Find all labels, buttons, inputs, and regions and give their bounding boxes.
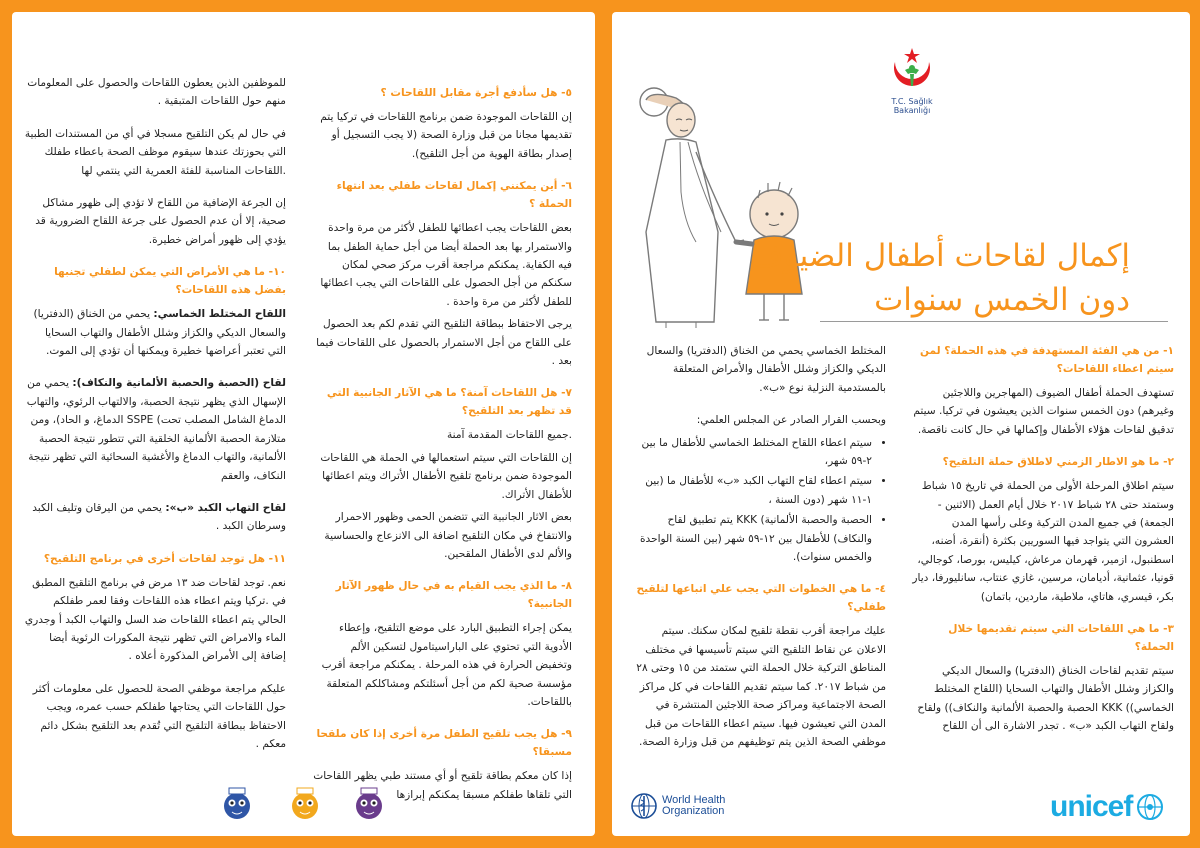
who-logo [630, 792, 725, 820]
answer-2: سيتم اطلاق المرحلة الأولى من الحملة في تاريخ ١٥ شباط وستمتد حتى ٢٨ شباط ٢٠١٧ خلال أيام العمل (الاثنين - الجمعة) في جميع المدن التركية وعلى رأسها المدن العشرون التي يتواجد فيها السوريين بكثرة (أنقرة، أضنه، اسطنبول، ازمير، قهرمان مرعاش، كيليس، بورصا، كوجالي، قونيا، عثمانية، أديامان، مرسين، غازي عنتاب، سانليورفا، ديار بكر، قيسري، هاتاي، ملاطية، ماردين، باتمان) [912, 480, 1174, 603]
vaccine-name: لقاح (الحصبة والحصبة الألمانية والنكاف): [72, 377, 286, 390]
mascot-icon [288, 782, 322, 822]
brochure-front-panel [612, 12, 1190, 836]
title-line-1: إكمال لقاحات أطفال الضيوف [751, 238, 1130, 274]
who-emblem-icon [630, 792, 658, 820]
answer-4: عليك مراجعة أقرب نقطة تلقيح لمكان سكنك. سيتم الاعلان عن نقاط التلقيح التي سيتم تأسيسها في مختلف المناطق التركية خلال الحملة التي ستمتد من ١٥ وحتى ٢٨ من شباط ٢٠١٧. كما سيتم تقديم اللقاحات في كل مراكز الصحة الاجتماعية ومراكز صحة اللاجئين المنتشرة في المدن التي تعيشون فيها. سيتم اعطاء اللقاحات من قبل موظفي الصحة الذين يتم توظيفهم من قبل وزارة الصحة. [636, 625, 886, 748]
list-item: • الحصبة والحصبة الألمانية) KKK يتم تطبيق لقاح والنكاف) للأطفال بين ١٢-٥٩ شهر (بين السنة الواحدة والخمس سنوات). [636, 511, 872, 566]
unicef-emblem-icon [1136, 793, 1164, 821]
vaccine-hepb [24, 499, 286, 536]
who-name-line-2: Organization [662, 805, 725, 817]
vaccine-text: يحمي من اليرقان وتليف الكبد وسرطان الكبد . [32, 501, 286, 533]
question-9: ٩- هل يجب تلقيح الطفل مرة أخرى إذا كان ملقحا مسبقا؟ [316, 728, 572, 759]
answer-5: إن اللقاحات الموجودة ضمن برنامج اللقاحات في تركيا يتم تقديمها مجانا من قبل وزارة الصحة (لا يجب التسجيل أو إصدار بطاقة الهوية من أجل التلقيح). [320, 111, 572, 160]
question-1: ١- من هي الفئة المستهدفة في هذه الحملة؟ لمن سيتم اعطاء اللقاحات؟ [919, 345, 1174, 375]
mascot-icon [352, 782, 386, 822]
answer-9: إذا كان معكم بطاقة تلقيح أو أي مستند طبي يظهر اللقاحات التي تلقاها طفلكم مسبقا يمكنكم إبرازها [313, 770, 572, 801]
question-2: ٢- ما هو الاطار الزمني لاطلاق حملة التلقيح؟ [942, 456, 1174, 469]
divider [820, 321, 1168, 322]
mascot-icon [220, 782, 254, 822]
question-4: ٤- ما هي الخطوات التي يجب علي اتباعها لتلقيح طفلي؟ [636, 583, 886, 614]
question-8: ٨- ما الذي يجب القيام به في حال ظهور الآثار الجانبية؟ [335, 580, 572, 611]
question-6: ٦- أين يمكنني إكمال لقاحات طفلي بعد انتهاء الحملة ؟ [336, 180, 572, 211]
vaccine-text: يحمي من الإسهال الذي يظهر نتيجة الحصبة، والالتهاب الرئوي، والتهاب الدماغ الشامل المصلب تحت) SSPE الدماغ، و الحاد)، ومن متلازمة الحصبة الألمانية الخلقية التي تتطور نتيجة الحصبة الألمانية، والتهاب الدماغ والأغشية السحائية التي تظهر نتيجة النكاف، والعقم [26, 377, 286, 482]
dose-list [636, 434, 886, 567]
ministry-emblem-icon [887, 46, 937, 92]
ministry-logo [874, 46, 950, 115]
paragraph: المختلط الخماسي يحمي من الخناق (الدفتريا) والسعال الديكي والكزاز وشلل الأطفال والأمراض المتعلقة بالمستدمية النزلية نوع «ب». [646, 345, 886, 394]
front-column-left [636, 342, 886, 765]
vaccine-name: لقاح التهاب الكبد «ب»: [165, 501, 286, 514]
question-11: ١١- هل توجد لقاحات أخرى في برنامج التلقيح؟ [43, 552, 286, 565]
answer-1: تستهدف الحملة أطفال الضيوف (المهاجرين واللاجئين وغيرهم) دون الخمس سنوات الذين يعيشون في تركيا. سيتم تدقيق لقاحات هؤلاء الأطفال وإكمالها في حال كانت ناقصة. [913, 387, 1174, 436]
vaccine-text: يحمي من الخناق (الدفتريا) والسعال الديكي والكزاز وشلل الأطفال والتهاب السحايا التي تعتبر أعراضها خطيرة ويمكنها أن تؤدي إلى الموت. [33, 308, 286, 358]
answer-6: بعض اللقاحات يجب اعطائها للطفل لأكثر من مرة واحدة والاستمرار بها بعد الحملة أيضا من أجل حماية الطفل بما فيه الكفاية. يمكنكم مراجعة أقرب مركز صحي لمكان سكنكم من أجل الحصول على اللقاحات التي يجب اعطائها للطفل لأكثر من مرة واحدة . [320, 222, 572, 308]
page-title [751, 234, 1130, 322]
back-column-right [312, 84, 572, 818]
list-item: • سيتم اعطاء لقاح التهاب الكبد «ب» للأطفال ما (بين ١-١١ شهر (دون السنة ، [636, 472, 872, 509]
question-7: ٧- هل اللقاحات آمنة؟ ما هي الآثار الجانبية التي قد تظهر بعد التلقيح؟ [326, 387, 572, 418]
paragraph: للموظفين الذين يعطون اللقاحات والحصول على المعلومات منهم حول اللقاحات المتبقية . [27, 77, 286, 108]
paragraph: إن الجرعة الإضافية من اللقاح لا تؤدي إلى ظهور مشاكل صحية، إلا أن عدم الحصول على جرعة اللقاح الضرورية قد يؤدي إلى ظهور أمراض خطيرة. [35, 197, 286, 246]
answer-3: سيتم تقديم لقاحات الخناق (الدفتريا) والسعال الديكي والكزاز وشلل الأطفال والتهاب السحايا (اللقاح المختلط الخماسي)) KKK الحصبة والحصبة الألمانية والنكاف)) ولقاح ولقاح التهاب الكبد «ب» . تجدر الاشارة الى أن اللقاح [917, 665, 1174, 733]
answer-7: .جميع اللقاحات المقدمة آمنة [446, 429, 572, 442]
answer-6-extra: يرجى الاحتفاظ ببطاقة التلقيح التي تقدم لكم بعد الحصول على اللقاح من أجل الاستمرار بالحصول على اللقاحات فيما بعد . [316, 318, 572, 368]
question-5: ٥- هل سأدفع أجرة مقابل اللقاحات ؟ [380, 87, 572, 99]
answer-8: يمكن إجراء التطبيق البارد على موضع التلقيح، وإعطاء الأدوية التي تحتوي على الباراسيتامول لتسكين الألم وتخفيض الحرارة في هذه المرحلة . يمكنكم مراجعة أقرب مؤسسة صحية لكم من أجل أسئلتكم ومشاكلكم المتعلقة باللقاحات. [321, 622, 572, 708]
ministry-name: T.C. Sağlık Bakanlığı [891, 97, 933, 115]
vaccine-name: اللقاح المختلط الخماسي: [153, 308, 286, 321]
answer-7-extra: إن اللقاحات التي سيتم استعمالها في الحملة هي اللقاحات الموجودة ضمن برنامج تلقيح الأطفال الأتراك ويتم اعطائها للأطفال الأتراك. [320, 451, 572, 501]
unicef-wordmark: unicef [1050, 790, 1133, 823]
title-line-2: دون الخمس سنوات [874, 282, 1130, 318]
list-item: • سيتم اعطاء اللقاح المختلط الخماسي للأطفال ما بين ٢-٥٩ شهر، [636, 434, 872, 471]
brochure-back-panel [12, 12, 595, 836]
paragraph: في حال لم يكن التلقيح مسجلا في أي من المستندات الطبية التي بحوزتك عندها سيقوم موظف الصحة باعطاء طفلك .اللقاحات المناسبة للفئة العمرية التي ينتمي لها [24, 127, 286, 177]
answer-7-side-effects: بعض الاثار الجانبية التي تتضمن الحمى وظهور الاحمرار والانتفاخ في مكان التلقيح اضافة الى الانزعاج والحساسية والألم لدى الأطفال الملقحين. [324, 511, 572, 560]
vaccine-mmr [24, 374, 286, 484]
back-column-left [24, 74, 286, 767]
question-10: ١٠- ما هي الأمراض التي يمكن لطفلي تجنبها بفضل هذه اللقاحات؟ [54, 266, 286, 297]
vaccine-pentavalent [24, 305, 286, 360]
answer-11-extra: عليكم مراجعة موظفي الصحة للحصول على معلومات أكثر حول اللقاحات التي يحتاجها طفلكم حسب عمره، ويجب الاحتفاظ ببطاقة التلقيح التي تُقدم بعد التلقيح بشكل دائم معكم . [32, 682, 286, 750]
paragraph: وبحسب القرار الصادر عن المجلس العلمي: [696, 414, 886, 427]
question-3: ٣- ما هي اللقاحات التي سيتم تقديمها خلال الحملة؟ [948, 623, 1174, 654]
front-column-right [912, 342, 1174, 750]
answer-11: نعم. توجد لقاحات ضد ١٣ مرض في برنامج التلقيح المطبق في .تركيا ويتم اعطاء هذه اللقاحات وفقا لعمر طفلكم الحالي يتم اعطاء اللقاحات ضد السل والتهاب الكبد أ وجدري الماء والامراض التي تظهر نتيجة المكورات الرئوية أيضا إضافة إلى الأمراض المذكورة أعلاه . [24, 576, 286, 663]
unicef-logo [1050, 790, 1164, 824]
who-name-line-1: World Health [662, 794, 726, 806]
